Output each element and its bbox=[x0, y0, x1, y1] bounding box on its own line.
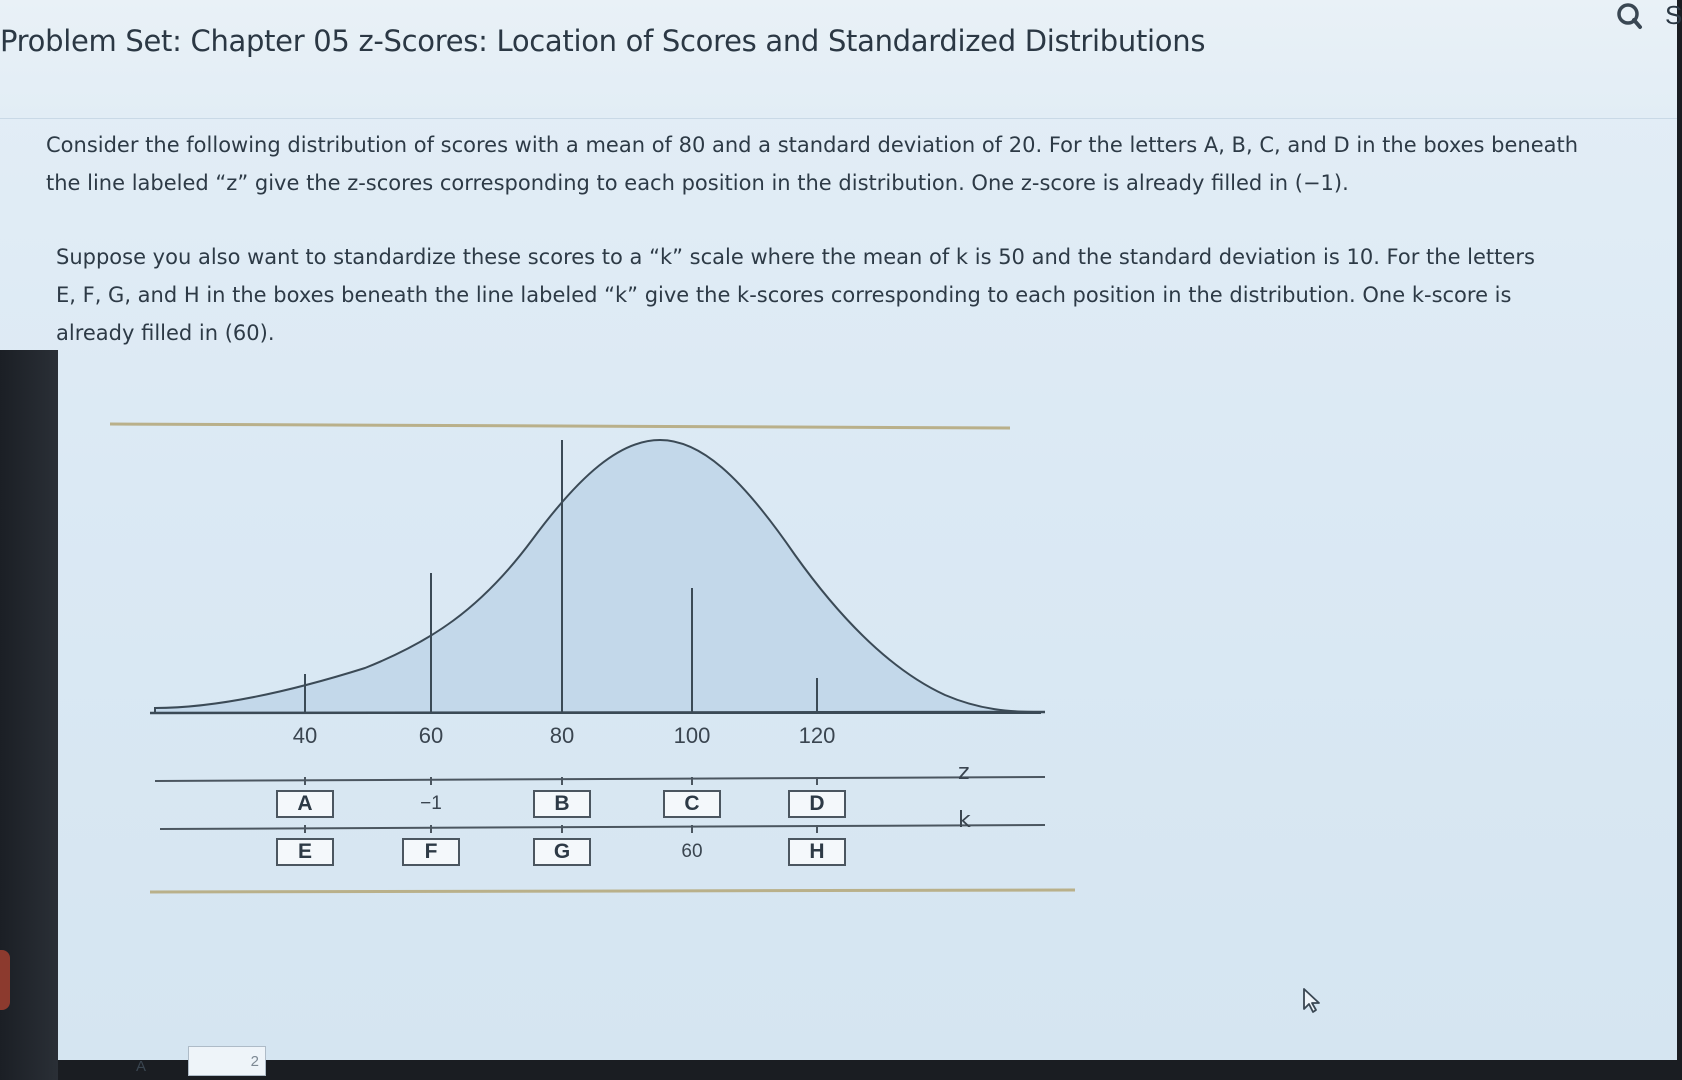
bell-curve-area bbox=[155, 440, 1040, 713]
search-icon bbox=[1611, 0, 1651, 34]
z-line-label: z bbox=[958, 760, 970, 785]
answer-box-e[interactable]: E bbox=[276, 838, 334, 866]
figure-bottom-divider bbox=[150, 890, 1075, 892]
answer-a-input[interactable]: 2 bbox=[188, 1046, 266, 1076]
question-paragraph-z: Consider the following distribution of scores with a mean of 80 and a standard deviation of 20. For the letters A, B, C, and D in the boxes beneath the line labeled “z” give the z-scores corresponding to each position in the distribution. One z-score is already filled in (−1). bbox=[46, 133, 1579, 195]
score-axis bbox=[150, 712, 1045, 713]
normal-distribution-figure bbox=[100, 410, 1020, 940]
k-axis-line bbox=[160, 825, 1045, 829]
answer-box-f[interactable]: F bbox=[402, 838, 460, 866]
score-label-40: 40 bbox=[292, 723, 318, 748]
header-partial-text: S bbox=[1665, 0, 1682, 30]
z-axis-line bbox=[155, 777, 1045, 781]
score-label-60: 60 bbox=[418, 723, 444, 748]
k-line-label: k bbox=[958, 808, 971, 833]
mouse-pointer-icon bbox=[1300, 985, 1326, 1020]
answer-box-h[interactable]: H bbox=[788, 838, 846, 866]
figure-top-divider bbox=[110, 424, 1010, 428]
answer-box-a[interactable]: A bbox=[276, 790, 334, 818]
answer-box-c[interactable]: C bbox=[663, 790, 721, 818]
answer-a-label: A bbox=[136, 1058, 147, 1075]
monitor-bezel bbox=[0, 350, 58, 1080]
bezel-sticker bbox=[0, 950, 10, 1010]
answer-box-g[interactable]: G bbox=[533, 838, 591, 866]
score-label-100: 100 bbox=[673, 723, 711, 748]
page-header bbox=[0, 0, 1682, 119]
given-k-score: 60 bbox=[681, 841, 703, 862]
answer-box-b[interactable]: B bbox=[533, 790, 591, 818]
search-button[interactable] bbox=[1611, 0, 1651, 34]
page-title: Problem Set: Chapter 05 z-Scores: Location of Scores and Standardized Distributions bbox=[0, 24, 1206, 58]
score-label-80: 80 bbox=[549, 723, 575, 748]
answer-box-d[interactable]: D bbox=[788, 790, 846, 818]
given-z-score: −1 bbox=[420, 793, 442, 814]
question-paragraph-k: Suppose you also want to standardize these scores to a “k” scale where the mean of k is 50 and the standard deviation is 10. For the letters E, F, G, and H in the boxes beneath the line labeled “k” give the k-scores corresponding to each position in the distribution. One k-score is already filled in (60). bbox=[56, 245, 1535, 345]
score-label-120: 120 bbox=[798, 723, 836, 748]
